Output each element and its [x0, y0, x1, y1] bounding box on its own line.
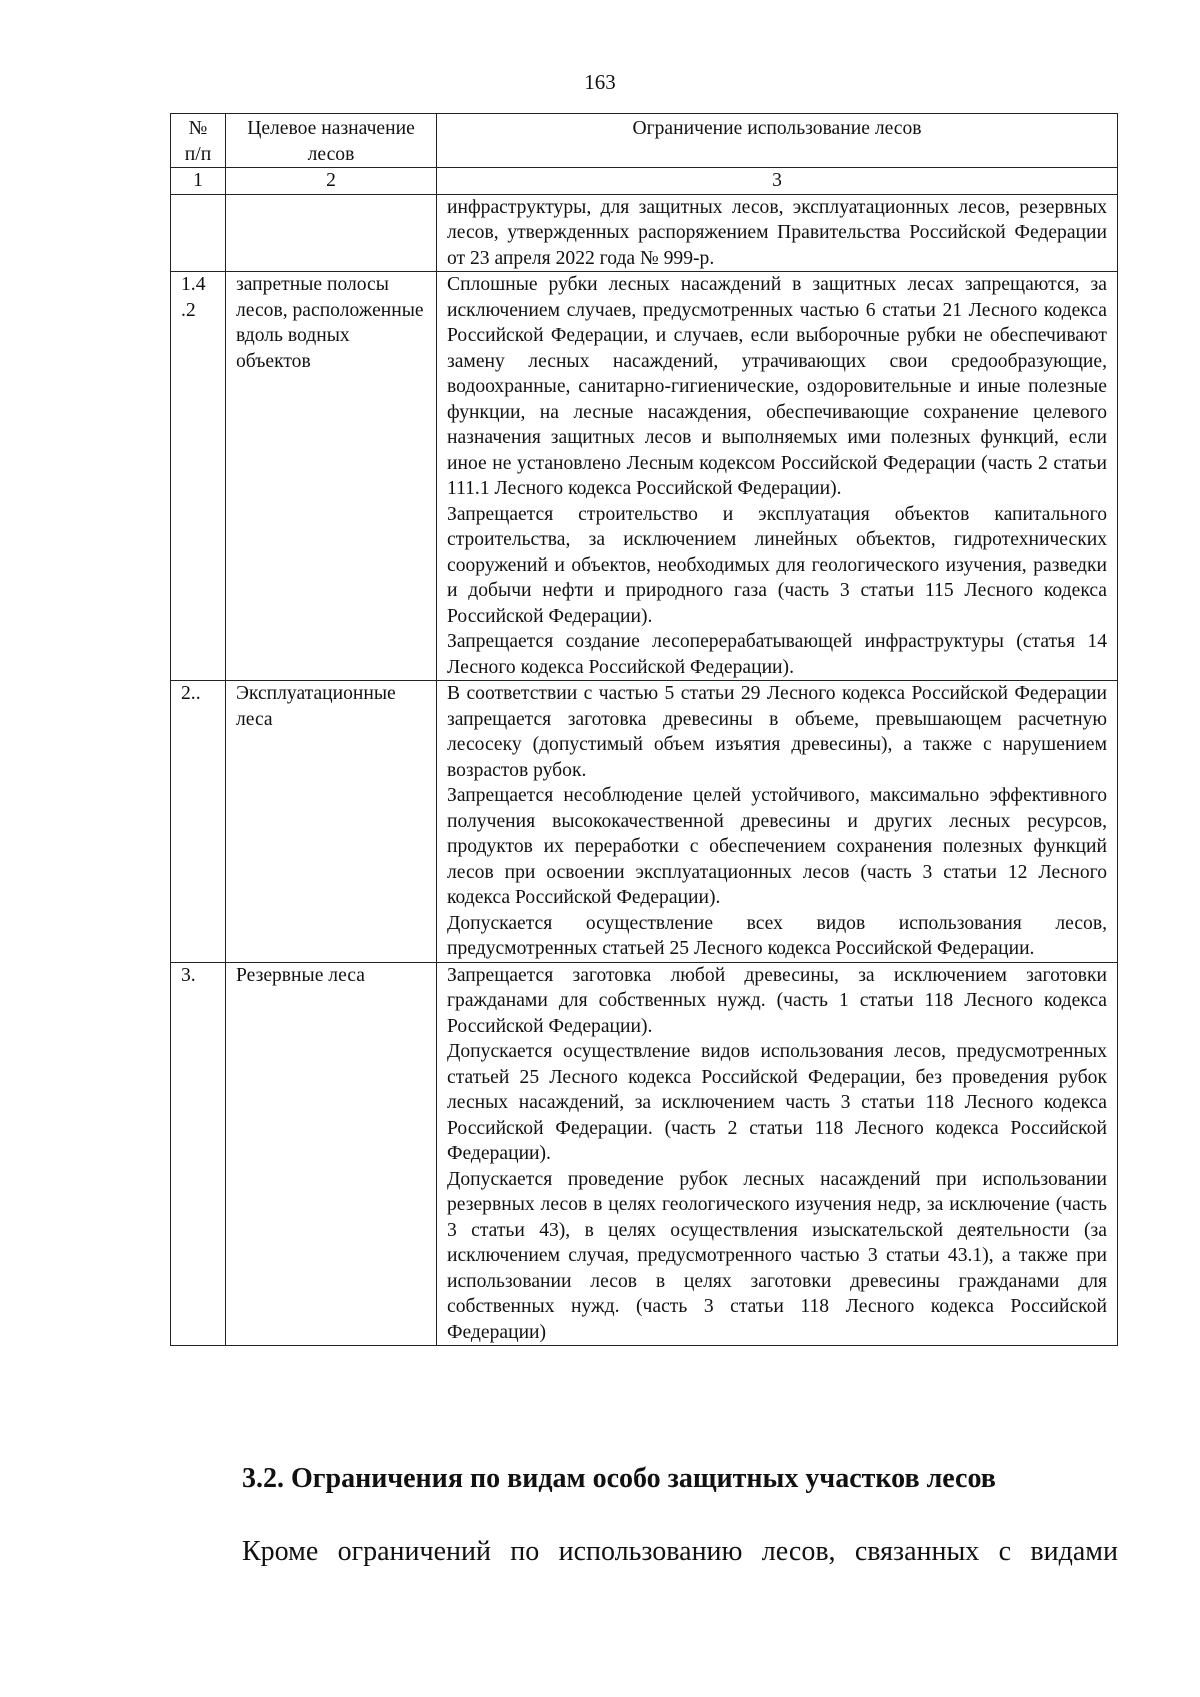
- row-purpose: запретные полосы лесов, расположенные вдоль водных объектов: [226, 272, 437, 681]
- header-number: № п/п: [171, 114, 226, 168]
- restriction-paragraph: Запрещается несоблюдение целей устойчивого, максимально эффективного получения высококачественной древесины и других лесных ресурсов, продуктов их переработки с обеспечением сохранения полезных функций лесов при освоении эксплуатационных лесов (часть 3 статьи 12 Лесного кодекса Российской Федерации).: [447, 785, 1107, 908]
- table-row: [171, 194, 1118, 272]
- body-paragraph: Кроме ограничений по использованию лесов, связанных с видами: [242, 1536, 1118, 1567]
- restriction-paragraph: Запрещается строительство и эксплуатация объектов капитального строительства, за исключением линейных объектов, гидротехнических сооружений и объектов, необходимых для геологического изучения, разведки и добычи нефти и природного газа (часть 3 статьи 115 Лесного кодекса Российской Федерации).: [447, 503, 1107, 627]
- table-row: [171, 962, 1118, 1346]
- row-purpose: Эксплуатационные леса: [226, 681, 437, 963]
- restriction-paragraph: инфраструктуры, для защитных лесов, эксплуатационных лесов, резервных лесов, утвержденных распоряжением Правительства Российской Федерации от 23 апреля 2022 года № 999-р.: [447, 196, 1107, 269]
- row-purpose: [226, 194, 437, 272]
- column-number-row: [171, 168, 1118, 195]
- restriction-paragraph: В соответствии с частью 5 статьи 29 Лесного кодекса Российской Федерации запрещается заготовка древесины в объеме, превышающем расчетную лесосеку (допустимый объем изъятия древесины), а также с нарушением возрастов рубок.: [447, 683, 1107, 781]
- row-number: 1.4 .2: [171, 272, 226, 681]
- column-number: 1: [171, 168, 226, 195]
- row-restriction: [437, 194, 1118, 272]
- restriction-paragraph: Допускается проведение рубок лесных насаждений при использовании резервных лесов в целях геологического изучения недр, за исключение (часть 3 статьи 43), в целях осуществления изыскательской деятельности (за исключением случая, предусмотренного частью 3 статьи 43.1), а также при использовании лесов в целях заготовки древесины гражданами для собственных нужд. (часть 3 статьи 118 Лесного кодекса Российской Федерации): [447, 1168, 1107, 1343]
- table-header-row: [171, 114, 1118, 168]
- restriction-paragraph: Сплошные рубки лесных насаждений в защитных лесах запрещаются, за исключением случаев, предусмотренных частью 6 статьи 21 Лесного кодекса Российской Федерации, и случаев, если выборочные рубки не обеспечивают замену лесных насаждений, утрачивающих свои средообразующие, водоохранные, санитарно-гигиенические, оздоровительные и иные полезные функции, на лесные насаждения, обеспечивающие сохранение целевого назначения защитных лесов и выполняемых ими полезных функций, если иное не установлено Лесным кодексом Российской Федерации (часть 2 статьи 111.1 Лесного кодекса Российской Федерации).: [447, 274, 1107, 499]
- row-number: [171, 194, 226, 272]
- section-heading: 3.2. Ограничения по видам особо защитных участков лесов: [242, 1463, 996, 1494]
- restriction-paragraph: Допускается осуществление видов использования лесов, предусмотренных статьей 25 Лесного кодекса Российской Федерации, без проведения рубок лесных насаждений, за исключением часть 3 статьи 118 Лесного кодекса Российской Федерации. (часть 2 статьи 118 Лесного кодекса Российской Федерации).: [447, 1041, 1107, 1164]
- restriction-paragraph: Запрещается создание лесоперерабатывающей инфраструктуры (статья 14 Лесного кодекса Российской Федерации).: [447, 631, 1107, 678]
- table-row: [171, 272, 1118, 681]
- row-number: 2..: [171, 681, 226, 963]
- column-number: 3: [437, 168, 1118, 195]
- header-restriction: Ограничение использование лесов: [437, 114, 1118, 168]
- page-number: 163: [584, 70, 616, 94]
- restriction-paragraph: Допускается осуществление всех видов использования лесов, предусмотренных статьей 25 Лесного кодекса Российской Федерации.: [447, 912, 1107, 959]
- row-restriction: [437, 272, 1118, 681]
- table-row: [171, 681, 1118, 963]
- row-number: 3.: [171, 962, 226, 1346]
- restriction-paragraph: Запрещается заготовка любой древесины, за исключением заготовки гражданами для собственных нужд. (часть 1 статьи 118 Лесного кодекса Российской Федерации).: [447, 964, 1107, 1037]
- row-purpose: Резервные леса: [226, 962, 437, 1346]
- column-number: 2: [226, 168, 437, 195]
- restrictions-table: [170, 113, 1118, 1346]
- row-restriction: [437, 962, 1118, 1346]
- row-restriction: [437, 681, 1118, 963]
- header-purpose: Целевое назначение лесов: [226, 114, 437, 168]
